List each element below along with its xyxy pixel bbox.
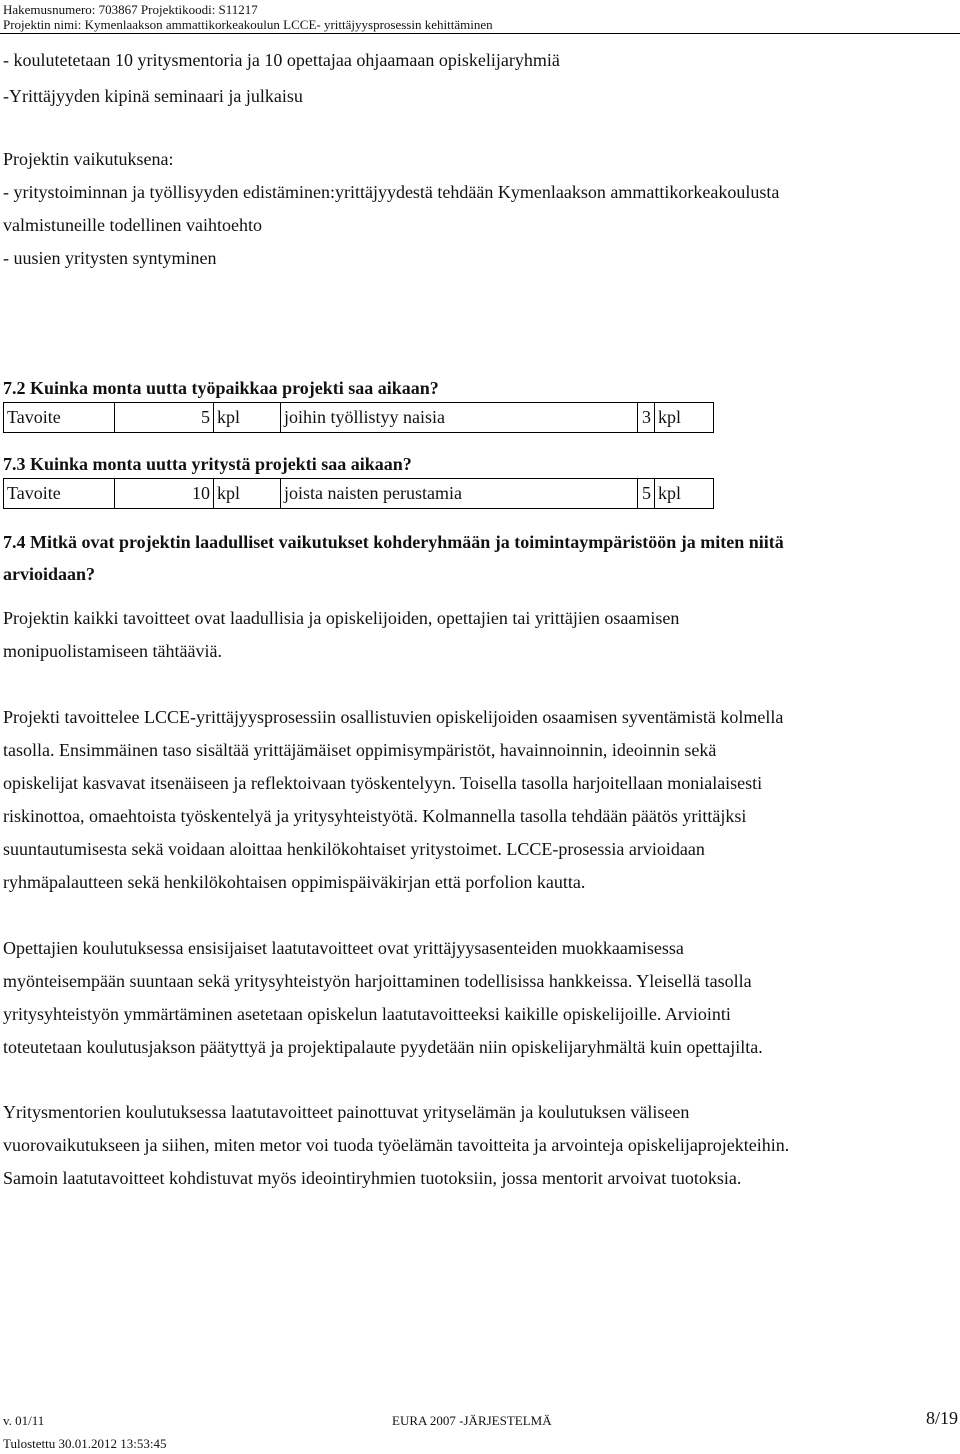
intro-bullet: -Yrittäjyyden kipinä seminaari ja julkaisu — [3, 86, 303, 106]
paragraph-line: monipuolistamiseen tähtääviä. — [3, 641, 222, 661]
paragraph-line: suuntautumisesta sekä voidaan aloittaa henkilökohtaiset yritystoimet. LCCE-prosessia arvioidaan — [3, 839, 705, 859]
question-7-2-heading: 7.2 Kuinka monta uutta työpaikkaa projekti saa aikaan? — [3, 378, 439, 398]
question-7-3-heading: 7.3 Kuinka monta uutta yritystä projekti saa aikaan? — [3, 454, 412, 474]
women-unit: kpl — [655, 403, 714, 433]
women-founded-unit: kpl — [655, 479, 714, 509]
intro-bullet: - koulutetetaan 10 yritysmentoria ja 10 opettajaa ohjaamaan opiskelijaryhmiä — [3, 50, 560, 70]
header-application-info: Hakemusnumero: 703867 Projektikoodi: S11217 — [3, 2, 258, 17]
goal-value: 5 — [115, 403, 214, 433]
document-header — [3, 2, 493, 32]
goal-unit: kpl — [214, 403, 281, 433]
header-project-name: Projektin nimi: Kymenlaakson ammattikorkeakoulun LCCE- yrittäjyysprosessin kehittäminen — [3, 17, 493, 32]
paragraph-line: ryhmäpalautteen sekä henkilökohtaisen oppimispäiväkirjan että porfolion kautta. — [3, 872, 586, 892]
paragraph-line: Yritysmentorien koulutuksessa laatutavoitteet painottuvat yrityselämän ja koulutuksen väliseen — [3, 1102, 690, 1122]
jobs-goal-table — [3, 402, 714, 433]
footer-system: EURA 2007 -JÄRJESTELMÄ — [392, 1413, 552, 1428]
question-7-4-heading: 7.4 Mitkä ovat projektin laadulliset vaikutukset kohderyhmään ja toimintaympäristöön ja miten niitä — [3, 532, 784, 552]
paragraph-line: vuorovaikutukseen ja siihen, miten metor voi tuoda työelämän tavoitteita ja arvointeja opiskelijaprojekteihin. — [3, 1135, 790, 1155]
women-value: 3 — [638, 403, 655, 433]
footer-printed: Tulostettu 30.01.2012 13:53:45 — [3, 1436, 167, 1451]
paragraph-line: Projektin kaikki tavoitteet ovat laadullisia ja opiskelijoiden, opettajien tai yrittäjien osaamisen — [3, 608, 680, 628]
goal-label: Tavoite — [4, 403, 115, 433]
goal-label: Tavoite — [4, 479, 115, 509]
women-label: joihin työllistyy naisia — [281, 403, 638, 433]
effects-line: valmistuneille todellinen vaihtoehto — [3, 215, 262, 235]
footer-page-number: 8/19 — [925, 1408, 958, 1428]
effects-heading: Projektin vaikutuksena: — [3, 149, 174, 169]
goal-unit: kpl — [214, 479, 281, 509]
paragraph-line: opiskelijat kasvavat itsenäiseen ja reflektoivaan työskentelyyn. Toisella tasolla harjoitellaan monialaisesti — [3, 773, 763, 793]
women-founded-label: joista naisten perustamia — [281, 479, 638, 509]
women-founded-value: 5 — [638, 479, 655, 509]
goal-value: 10 — [115, 479, 214, 509]
companies-goal-table — [3, 478, 714, 509]
question-7-4-heading-cont: arvioidaan? — [3, 564, 96, 584]
paragraph-line: riskinottoa, omaehtoista työskentelyä ja yritysyhteistyötä. Kolmannella tasolla tehdään päätös yrittäjksi — [3, 806, 747, 826]
header-divider — [0, 33, 960, 34]
paragraph-line: Projekti tavoittelee LCCE-yrittäjyysprosessiin osallistuvien opiskelijoiden osaamisen syventämistä kolmella — [3, 707, 784, 727]
paragraph-line: tasolla. Ensimmäinen taso sisältää yrittäjämäiset oppimisympäristöt, havainnoinnin, ideoinnin sekä — [3, 740, 717, 760]
paragraph-line: myönteisempään suuntaan sekä yritysyhteistyön harjoittaminen todellisissa hankkeissa. Yleisellä tasolla — [3, 971, 752, 991]
footer-version: v. 01/11 — [3, 1413, 45, 1428]
effects-line: - uusien yritysten syntyminen — [3, 248, 217, 268]
paragraph-line: Samoin laatutavoitteet kohdistuvat myös ideointiryhmien tuotoksiin, jossa mentorit arvoivat tuotoksia. — [3, 1168, 742, 1188]
paragraph-line: Opettajien koulutuksessa ensisijaiset laatutavoitteet ovat yrittäjyysasenteiden muokkaamisessa — [3, 938, 684, 958]
effects-line: - yritystoiminnan ja työllisyyden edistäminen:yrittäjyydestä tehdään Kymenlaakson ammattikorkeakoulusta — [3, 182, 780, 202]
paragraph-line: toteutetaan koulutusjakson päätyttyä ja projektipalaute pyydetään niin opiskelijaryhmältä kuin opettajilta. — [3, 1037, 763, 1057]
paragraph-line: yritysyhteistyön ymmärtäminen asetetaan opiskelun laatutavoitteeksi kaikille opiskelijoille. Arviointi — [3, 1004, 731, 1024]
